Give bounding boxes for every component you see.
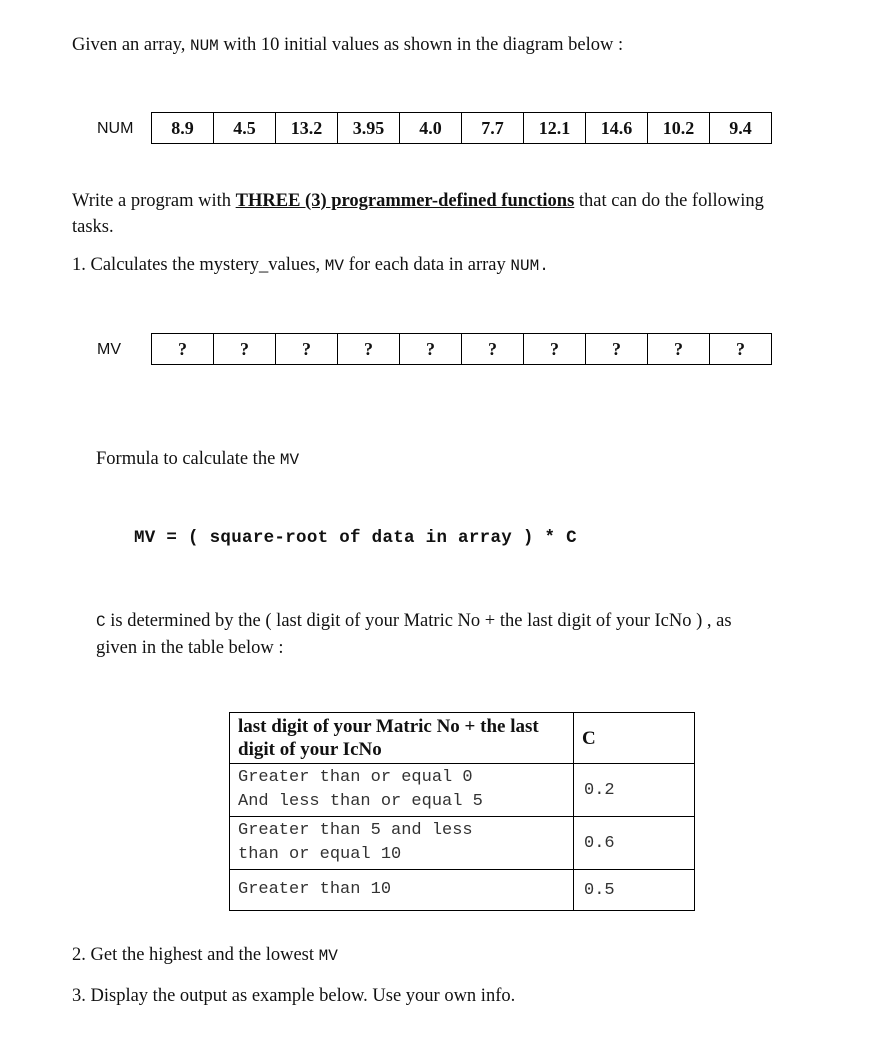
num-cell: 12.1	[524, 113, 586, 144]
c-range-cell	[230, 764, 574, 817]
c-range-line1: Greater than 10	[238, 880, 392, 899]
mv-cell: ?	[648, 334, 710, 365]
task-1-middle: for each data in array	[348, 255, 506, 275]
c-table-header-c: C	[574, 713, 695, 764]
formula-label	[96, 449, 299, 470]
formula-label-code: MV	[279, 451, 300, 469]
c-value-cell: 0.2	[574, 764, 695, 817]
intro-prefix: Given an array,	[72, 35, 186, 55]
c-table-header	[230, 713, 695, 764]
c-range-line1: Greater than 5 and less	[238, 821, 473, 840]
c-range-line2: And less than or equal 5	[238, 792, 483, 811]
task-1-code2: NUM.	[510, 257, 549, 275]
c-value-cell: 0.5	[574, 870, 695, 911]
c-description-line1: is determined by the ( last digit of your Matric No + the last digit of your IcNo ) , as	[110, 611, 732, 631]
intro-code: NUM	[189, 37, 219, 55]
num-cell: 4.5	[214, 113, 276, 144]
num-cell: 4.0	[400, 113, 462, 144]
task-2-code: MV	[318, 947, 338, 965]
task-3: 3. Display the output as example below. Use your own info.	[72, 986, 516, 1006]
mv-cell: ?	[524, 334, 586, 365]
mv-cell: ?	[214, 334, 276, 365]
c-table	[229, 712, 695, 911]
mv-cell: ?	[338, 334, 400, 365]
task-1-code: MV	[324, 257, 344, 275]
intro-text	[72, 35, 623, 56]
c-value-cell: 0.6	[574, 817, 695, 870]
table-row	[230, 817, 695, 870]
intro-suffix: with 10 initial values as shown in the diagram below :	[223, 35, 624, 55]
num-cell: 3.95	[338, 113, 400, 144]
task-1-prefix: 1. Calculates the mystery_values,	[72, 255, 321, 275]
num-cell: 14.6	[586, 113, 648, 144]
num-cell: 7.7	[462, 113, 524, 144]
task-1	[72, 255, 549, 276]
c-description	[96, 608, 856, 661]
c-range-line2: than or equal 10	[238, 845, 402, 864]
task-intro-line2: tasks.	[72, 217, 114, 237]
num-cell: 10.2	[648, 113, 710, 144]
mv-cell: ?	[152, 334, 214, 365]
formula-expression: MV = ( square-root of data in array ) * C	[134, 528, 577, 548]
task-intro-suffix: that can do the following	[578, 191, 764, 211]
mv-array-label: MV	[97, 341, 121, 358]
task-intro-emphasis: THREE (3) programmer-defined functions	[235, 191, 575, 211]
table-row	[230, 764, 695, 817]
c-description-line2: given in the table below :	[96, 638, 284, 658]
mv-cell: ?	[586, 334, 648, 365]
task-2	[72, 945, 338, 966]
mv-cell: ?	[400, 334, 462, 365]
num-array-table	[151, 112, 772, 144]
c-description-code: C	[96, 613, 106, 631]
c-range-cell	[230, 817, 574, 870]
num-cell: 8.9	[152, 113, 214, 144]
task-intro-prefix: Write a program with	[72, 191, 232, 211]
num-array-label: NUM	[97, 120, 134, 137]
mv-cell: ?	[276, 334, 338, 365]
mv-cell: ?	[710, 334, 772, 365]
mv-array-table	[151, 333, 772, 365]
table-row	[230, 870, 695, 911]
formula-label-text: Formula to calculate the	[96, 449, 276, 469]
task-intro	[72, 188, 862, 240]
mv-cell: ?	[462, 334, 524, 365]
num-cell: 9.4	[710, 113, 772, 144]
c-range-cell	[230, 870, 574, 911]
task-2-prefix: 2. Get the highest and the lowest	[72, 945, 314, 965]
c-table-header-range: last digit of your Matric No + the last digit of your IcNo	[230, 713, 574, 764]
num-cell: 13.2	[276, 113, 338, 144]
c-range-line1: Greater than or equal 0	[238, 768, 473, 787]
